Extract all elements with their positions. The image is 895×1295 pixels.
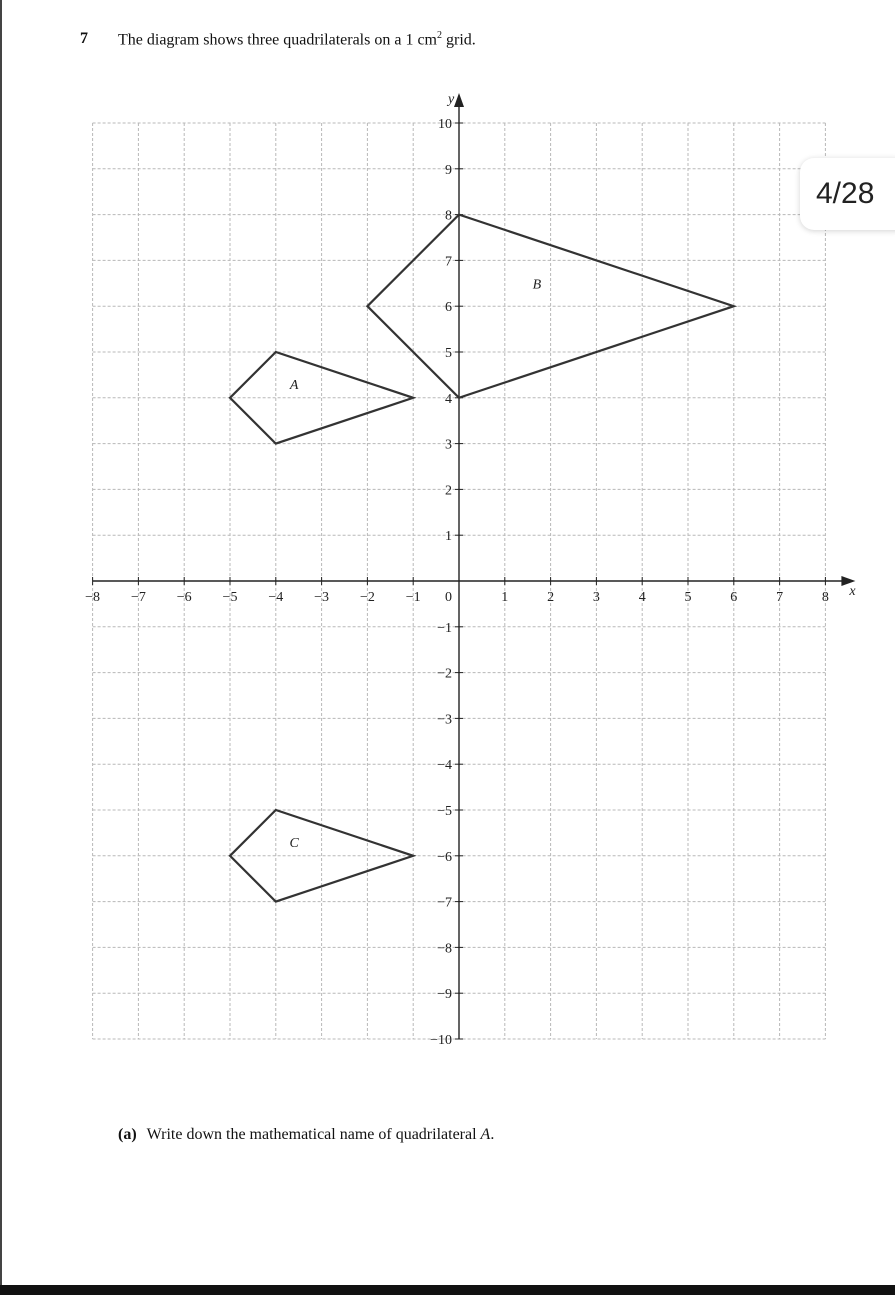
y-tick-label: 5 <box>445 346 452 361</box>
y-axis-label: y <box>448 92 455 107</box>
y-tick-label: 3 <box>445 437 452 453</box>
y-tick-label: −6 <box>437 849 452 865</box>
x-tick-label: 8 <box>821 590 829 605</box>
x-tick-label: −8 <box>85 590 101 605</box>
question-number: 7 <box>80 30 88 47</box>
x-tick-label: −6 <box>176 590 192 605</box>
quadrilateral-a-label: A <box>289 378 299 394</box>
bottom-bar <box>0 1285 895 1295</box>
x-tick-label: −4 <box>268 590 284 605</box>
x-tick-label: 1 <box>501 590 509 605</box>
y-tick-label: 8 <box>445 208 452 224</box>
y-tick-label: −10 <box>430 1033 452 1048</box>
x-tick-label: −7 <box>130 590 146 605</box>
x-axis-label: x <box>849 584 856 599</box>
part-a-question <box>118 1126 494 1144</box>
question-text-main: The diagram shows three quadrilaterals on a 1 cm <box>118 31 437 49</box>
part-a-label: (a) <box>118 1126 137 1143</box>
part-a-text: Write down the mathematical name of quadrilateral <box>146 1126 481 1143</box>
quadrilaterals <box>230 215 734 902</box>
y-tick-label: −1 <box>437 620 452 636</box>
y-axis-arrow <box>454 93 464 107</box>
axes <box>93 92 857 1039</box>
origin-label: 0 <box>445 590 452 605</box>
y-tick-label: −5 <box>437 804 452 819</box>
y-tick-label: −4 <box>437 758 452 774</box>
page-indicator-text: 4/28 <box>816 177 875 210</box>
x-tick-label: 2 <box>547 590 555 605</box>
x-tick-label: 4 <box>638 590 646 605</box>
y-tick-label: 10 <box>438 117 452 132</box>
part-a-text-end: . <box>490 1126 495 1143</box>
x-tick-label: −1 <box>405 590 421 605</box>
x-tick-label: −3 <box>314 590 330 605</box>
tick-labels <box>85 117 829 1048</box>
y-tick-label: 6 <box>445 300 452 316</box>
x-tick-label: −2 <box>359 590 375 605</box>
y-tick-label: 2 <box>445 483 452 499</box>
y-tick-label: −8 <box>437 941 452 957</box>
part-a-ref: A <box>480 1126 491 1143</box>
x-tick-label: −5 <box>222 590 238 605</box>
x-tick-label: 5 <box>684 590 692 605</box>
y-tick-label: −2 <box>437 666 452 682</box>
x-tick-label: 6 <box>730 590 738 605</box>
x-tick-label: 3 <box>592 590 600 605</box>
y-tick-label: −9 <box>437 987 452 1003</box>
unit-superscript: 2 <box>437 30 442 41</box>
quadrilateral-c-label: C <box>289 836 299 852</box>
y-tick-label: 7 <box>445 254 452 270</box>
y-tick-label: −7 <box>437 895 452 911</box>
y-tick-label: 4 <box>445 391 452 407</box>
question-text-end: grid. <box>442 31 476 49</box>
x-tick-label: 7 <box>776 590 784 605</box>
page-indicator-badge <box>800 158 895 230</box>
y-tick-label: 1 <box>445 529 452 545</box>
quadrilateral-b-label: B <box>532 277 542 293</box>
y-tick-label: 9 <box>445 162 452 178</box>
y-tick-label: −3 <box>437 712 452 728</box>
